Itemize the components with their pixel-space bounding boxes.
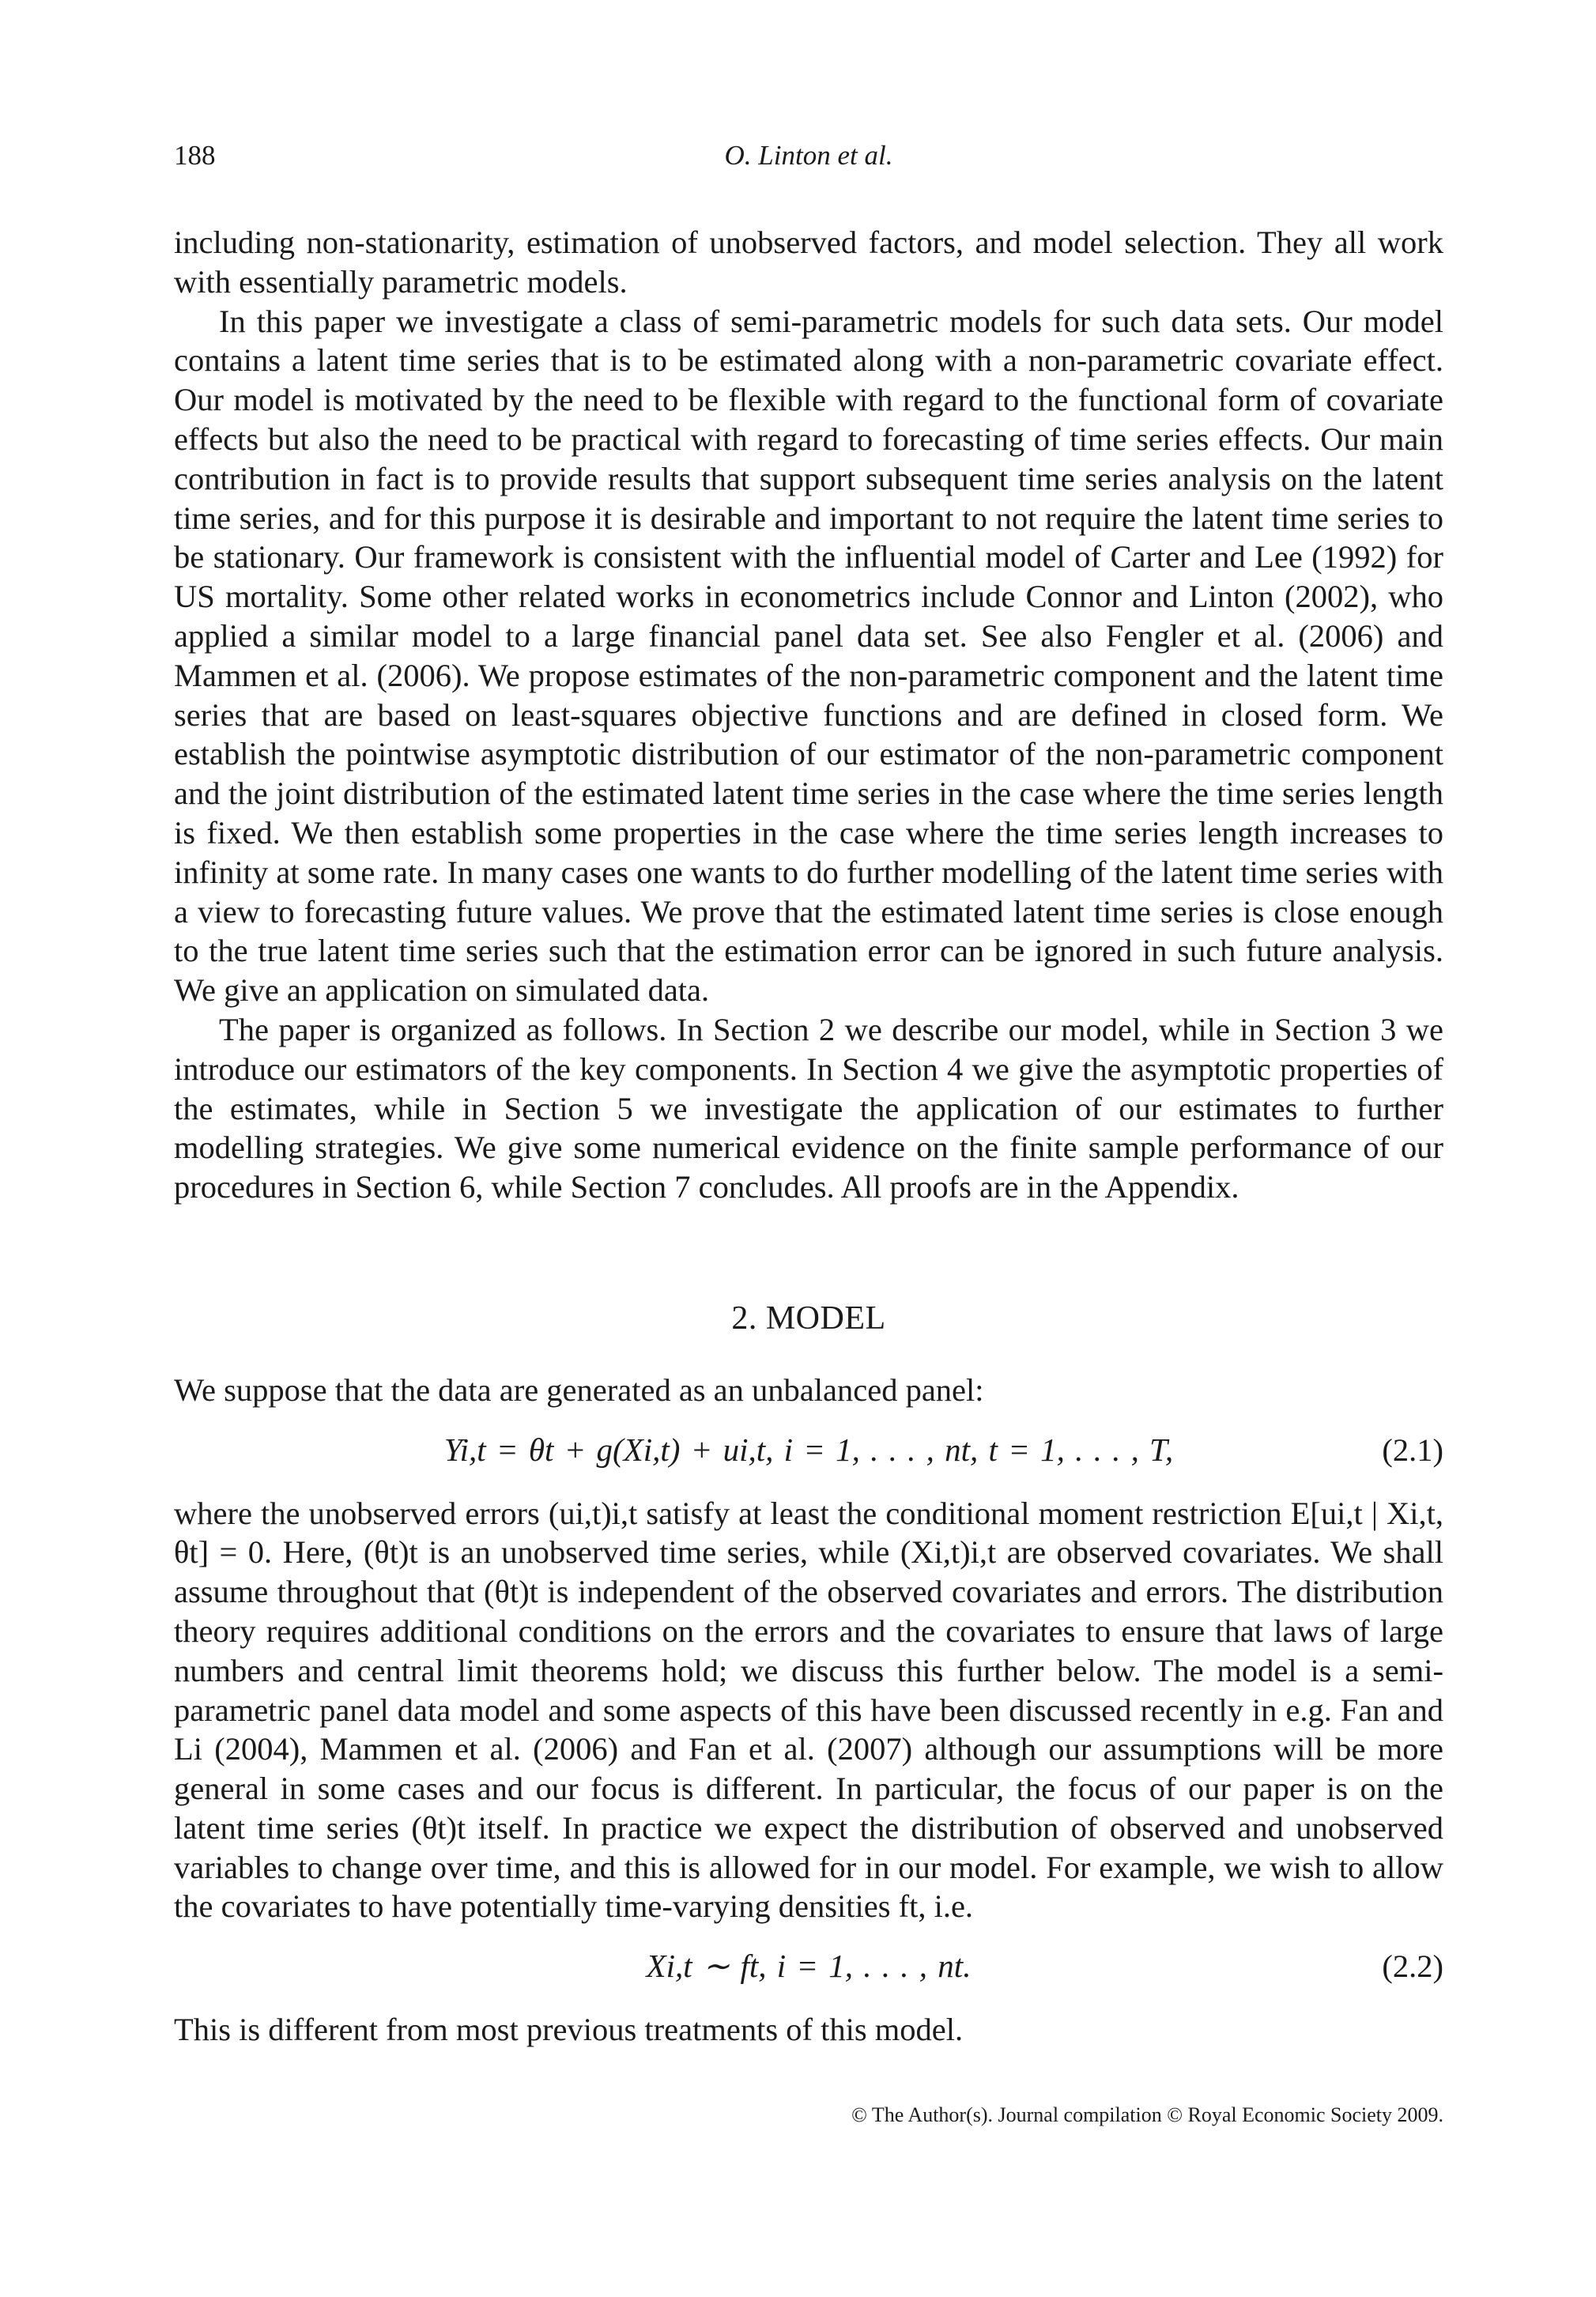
page-number: 188 — [174, 140, 216, 171]
page — [174, 136, 1443, 2127]
equation-body: Xi,t ∼ ft, i = 1, . . . , nt. — [646, 1948, 972, 1985]
equation-2-2 — [174, 1944, 1443, 1993]
paragraph-closing: This is different from most previous treatments of this model. — [174, 2012, 964, 2048]
paragraph-continuation: including non-stationarity, estimation of unobserved factors, and model selection. They all work with essentially parametric models. — [174, 224, 1443, 300]
section-heading: 2. MODEL — [731, 1299, 886, 1337]
paragraph-contribution: In this paper we investigate a class of semi-parametric models for such data sets. Our model contains a latent time series that is to be estimated along with a non-parametric covariate effect. Our model is motivated by the need to be flexible with regard to the functional form of covariate effects but also the need to be practical with regard to forecasting of time series effects. Our main contribution in fact is to provide results that support subsequent time series analysis on the latent time series, and for this purpose it is desirable and important to not require the latent time series to be stationary. Our framework is consistent with the influential model of Carter and Lee (1992) for US mortality. Some other related works in econometrics include Connor and Linton (2002), who applied a similar model to a large financial panel data set. See also Fengler et al. (2006) and Mammen et al. (2006). We propose estimates of the non-parametric component and the latent time series that are based on least-squares objective functions and are defined in closed form. We establish the pointwise asymptotic distribution of our estimator of the non-parametric component and the joint distribution of the estimated latent time series in the case where the time series length is fixed. We then establish some properties in the case where the time series length increases to infinity at some rate. In many cases one wants to do further modelling of the latent time series with a view to forecasting future values. We prove that the estimated latent time series is close enough to the true latent time series such that the estimation error can be ignored in such future analysis. We give an application on simulated data. — [174, 303, 1443, 1009]
running-head — [174, 136, 1443, 175]
paragraph-organization: The paper is organized as follows. In Section 2 we describe our model, while in Section 3 we introduce our estimators of the key components. In Section 4 we give the asymptotic properties of the estimates, while in Section 5 we investigate the application of our estimates to further modelling strategies. We give some numerical evidence on the finite sample performance of our procedures in Section 6, while Section 7 concludes. All proofs are in the Appendix. — [174, 1011, 1443, 1205]
copyright-footer: © The Author(s). Journal compilation © Royal Economic Society 2009. — [851, 2103, 1443, 2127]
equation-number: (2.1) — [1382, 1431, 1443, 1468]
running-title: O. Linton et al. — [724, 140, 893, 171]
equation-number: (2.2) — [1382, 1948, 1443, 1985]
paragraph-model-intro: We suppose that the data are generated as an unbalanced panel: — [174, 1371, 984, 1408]
equation-body: Yi,t = θt + g(Xi,t) + ui,t, i = 1, . . . , nt, t = 1, . . . , T, — [443, 1431, 1174, 1468]
equation-2-1 — [174, 1428, 1443, 1477]
paragraph-model-description: where the unobserved errors (ui,t)i,t satisfy at least the conditional moment restriction E[ui,t | Xi,t, θt] = 0. Here, (θt)t is an unobserved time series, while (Xi,t)i,t are observed covariates. We shall assume throughout that (θt)t is independent of the observed covariates and errors. The distribution theory requires additional conditions on the errors and the covariates to ensure that laws of large numbers and central limit theorems hold; we discuss this further below. The model is a semi-parametric panel data model and some aspects of this have been discussed recently in e.g. Fan and Li (2004), Mammen et al. (2006) and Fan et al. (2007) although our assumptions will be more general in some cases and our focus is different. In particular, the focus of our paper is on the latent time series (θt)t itself. In practice we expect the distribution of observed and unobserved variables to change over time, and this is allowed for in our model. For example, we wish to allow the covariates to have potentially time-varying densities ft, i.e. — [174, 1495, 1443, 1925]
